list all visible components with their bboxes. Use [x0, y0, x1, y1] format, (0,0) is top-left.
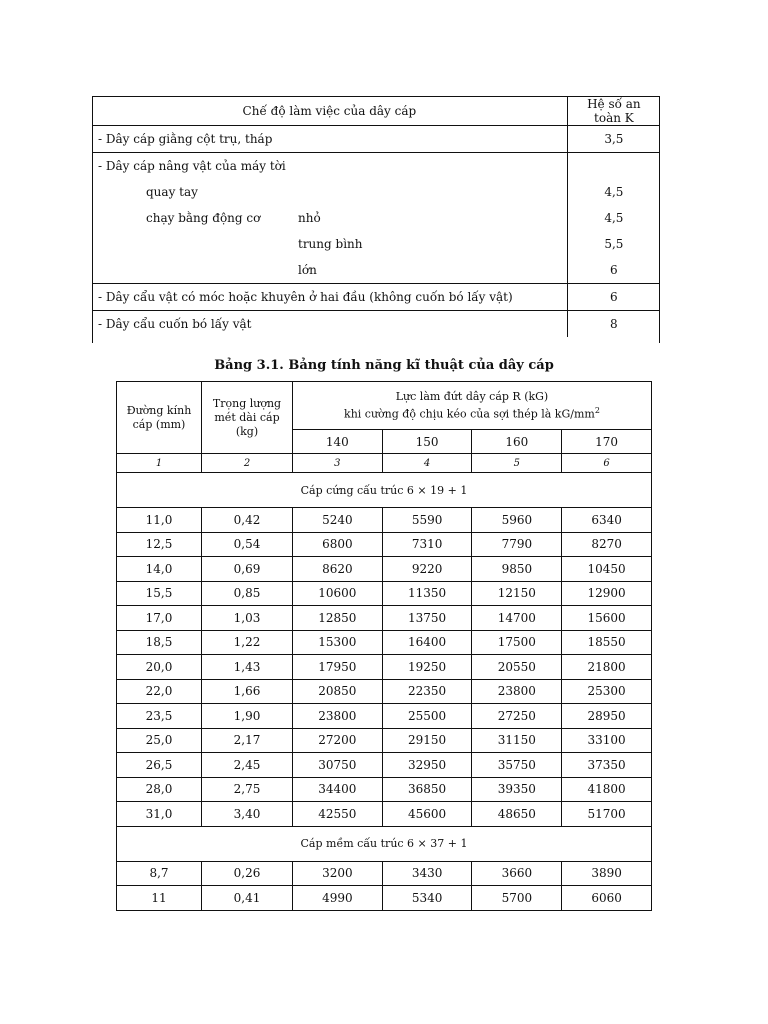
- t1-row-label: - Dây cẩu cuốn bó lấy vật: [92, 311, 567, 338]
- table-row: [92, 153, 660, 180]
- table-cell: 25,0: [117, 728, 202, 753]
- table-cell: 20550: [472, 655, 562, 680]
- table-cell: 34400: [293, 777, 383, 802]
- table-cell: 8620: [293, 557, 383, 582]
- table-cell: 18550: [562, 630, 652, 655]
- table-cell: 7790: [472, 532, 562, 557]
- table-cell: 27250: [472, 704, 562, 729]
- table-cell: 3890: [562, 861, 652, 886]
- table-cell: 10450: [562, 557, 652, 582]
- t1-row-value: 4,5: [604, 211, 624, 225]
- table-cell: 0,69: [202, 557, 293, 582]
- table-cell: 25300: [562, 679, 652, 704]
- table-cell: 9850: [472, 557, 562, 582]
- table-cell: 13750: [382, 606, 472, 631]
- table-cell: 51700: [562, 802, 652, 827]
- t1-row-label: trung bình: [92, 231, 567, 257]
- table-row: [117, 753, 652, 778]
- t1-row-value: 3,5: [567, 126, 660, 153]
- table-row: [117, 728, 652, 753]
- table-cell: 6060: [562, 886, 652, 911]
- t2-strength-150: 150: [382, 430, 472, 454]
- t1-row-value: 8: [567, 311, 660, 338]
- t2-group-row: [117, 473, 652, 508]
- t1-row-label: - Dây cáp nâng vật của máy tời: [92, 153, 567, 180]
- table-cell: 16400: [382, 630, 472, 655]
- t2-header-force-sup: 2: [594, 405, 600, 415]
- safety-factor-table: [92, 97, 660, 337]
- t1-row-value: 6: [567, 284, 660, 311]
- t2-index: 3: [293, 454, 383, 473]
- table-cell: 19250: [382, 655, 472, 680]
- table-cell: 20,0: [117, 655, 202, 680]
- t2-header-weight: Trọng lượng mét dài cáp (kg): [202, 382, 293, 454]
- t1-row-label: - Dây cẩu vật có móc hoặc khuyên ở hai đầu (không cuốn bó lấy vật): [92, 284, 567, 311]
- table-cell: 27200: [293, 728, 383, 753]
- t2-index: 4: [382, 454, 472, 473]
- t1-row-label: chạy bằng động cơ: [146, 211, 261, 225]
- table-cell: 26,5: [117, 753, 202, 778]
- t1-row-value: 6: [610, 263, 618, 277]
- table-cell: 5700: [472, 886, 562, 911]
- table-cell: 42550: [293, 802, 383, 827]
- table-cell: 35750: [472, 753, 562, 778]
- table-cell: 1,90: [202, 704, 293, 729]
- t1-row-value: [567, 153, 660, 180]
- table-cell: 20850: [293, 679, 383, 704]
- t1-row-value: 4,5: [604, 185, 624, 199]
- table-row: [117, 655, 652, 680]
- table-cell: 28,0: [117, 777, 202, 802]
- t2-index: 6: [562, 454, 652, 473]
- table-cell: 48650: [472, 802, 562, 827]
- table-cell: 3430: [382, 861, 472, 886]
- table-cell: 3,40: [202, 802, 293, 827]
- table-row: [117, 704, 652, 729]
- table-cell: 17500: [472, 630, 562, 655]
- table-cell: 1,43: [202, 655, 293, 680]
- table-row: [92, 231, 660, 257]
- t2-index: 5: [472, 454, 562, 473]
- table-cell: 1,03: [202, 606, 293, 631]
- cable-spec-table: [116, 381, 652, 911]
- table-cell: 5240: [293, 508, 383, 533]
- table-cell: 25500: [382, 704, 472, 729]
- table-cell: 17,0: [117, 606, 202, 631]
- table-row: [92, 257, 660, 284]
- table-cell: 3660: [472, 861, 562, 886]
- table-cell: 22350: [382, 679, 472, 704]
- table-cell: 23800: [293, 704, 383, 729]
- t2-header-diameter: Đường kính cáp (mm): [117, 382, 202, 454]
- table-cell: 14700: [472, 606, 562, 631]
- t1-row-label: - Dây cáp giằng cột trụ, tháp: [92, 126, 567, 153]
- table-cell: 12150: [472, 581, 562, 606]
- t1-header-factor: Hệ số an toàn K: [567, 97, 660, 126]
- t1-row-label-cell: [92, 205, 567, 231]
- table-cell: 11: [117, 886, 202, 911]
- table-cell: 15,5: [117, 581, 202, 606]
- table-cell: 10600: [293, 581, 383, 606]
- t2-strength-140: 140: [293, 430, 383, 454]
- table-cell: 21800: [562, 655, 652, 680]
- table-cell: 3200: [293, 861, 383, 886]
- table-row: [92, 179, 660, 205]
- table-row: [117, 532, 652, 557]
- table-cell: 0,42: [202, 508, 293, 533]
- table-cell: 33100: [562, 728, 652, 753]
- table-cell: 23800: [472, 679, 562, 704]
- table-cell: 2,45: [202, 753, 293, 778]
- table-cell: 0,54: [202, 532, 293, 557]
- t2-group-row: [117, 826, 652, 861]
- t1-row-value: 5,5: [604, 237, 624, 251]
- table-row: [117, 508, 652, 533]
- table-row: [92, 311, 660, 338]
- table-cell: 12,5: [117, 532, 202, 557]
- table-cell: 5590: [382, 508, 472, 533]
- t1-row-sublabel: nhỏ: [298, 211, 321, 225]
- table-cell: 31150: [472, 728, 562, 753]
- table-row: [117, 886, 652, 911]
- table-cell: 0,85: [202, 581, 293, 606]
- t2-group-title: Cáp mềm cấu trúc 6 × 37 + 1: [117, 826, 652, 861]
- table-cell: 14,0: [117, 557, 202, 582]
- table-cell: 29150: [382, 728, 472, 753]
- table-cell: 2,75: [202, 777, 293, 802]
- table-cell: 1,22: [202, 630, 293, 655]
- table-cell: 6800: [293, 532, 383, 557]
- table-cell: 4990: [293, 886, 383, 911]
- table-cell: 17950: [293, 655, 383, 680]
- t2-index-row: [117, 454, 652, 473]
- t2-strength-170: 170: [562, 430, 652, 454]
- t2-rows-group2: [117, 861, 652, 910]
- table-cell: 28950: [562, 704, 652, 729]
- table-cell: 18,5: [117, 630, 202, 655]
- t2-rows-group1: [117, 508, 652, 827]
- table-cell: 22,0: [117, 679, 202, 704]
- table-row: [92, 205, 660, 231]
- table-cell: 12850: [293, 606, 383, 631]
- table-cell: 11350: [382, 581, 472, 606]
- table-row: [117, 777, 652, 802]
- table-row: [117, 581, 652, 606]
- t1-row-label: quay tay: [92, 179, 567, 205]
- table-cell: 15600: [562, 606, 652, 631]
- table-cell: 7310: [382, 532, 472, 557]
- table-row: [117, 802, 652, 827]
- t2-strength-160: 160: [472, 430, 562, 454]
- table-cell: 12900: [562, 581, 652, 606]
- table-cell: 39350: [472, 777, 562, 802]
- table-cell: 6340: [562, 508, 652, 533]
- table-row: [92, 284, 660, 311]
- table-row: [92, 126, 660, 153]
- table-caption: Bảng 3.1. Bảng tính năng kĩ thuật của dây cáp: [214, 358, 554, 373]
- t1-row-label: lớn: [92, 257, 567, 284]
- table-cell: 32950: [382, 753, 472, 778]
- table-cell: 15300: [293, 630, 383, 655]
- t1-header-mode: Chế độ làm việc của dây cáp: [92, 97, 567, 126]
- table-row: [117, 630, 652, 655]
- table-row: [117, 606, 652, 631]
- table-cell: 5340: [382, 886, 472, 911]
- t2-header-force-line2: khi cường độ chịu kéo của sợi thép là kG/mm: [344, 407, 595, 421]
- t2-index: 2: [202, 454, 293, 473]
- table-cell: 9220: [382, 557, 472, 582]
- table-cell: 8270: [562, 532, 652, 557]
- table-cell: 1,66: [202, 679, 293, 704]
- table-cell: 2,17: [202, 728, 293, 753]
- table-cell: 36850: [382, 777, 472, 802]
- table-cell: 45600: [382, 802, 472, 827]
- table-row: [117, 557, 652, 582]
- t2-group-title: Cáp cứng cấu trúc 6 × 19 + 1: [117, 473, 652, 508]
- t2-index: 1: [117, 454, 202, 473]
- t2-header-force: [293, 382, 652, 430]
- table-cell: 0,26: [202, 861, 293, 886]
- table-row: [117, 861, 652, 886]
- table-cell: 41800: [562, 777, 652, 802]
- table-cell: 37350: [562, 753, 652, 778]
- table-cell: 31,0: [117, 802, 202, 827]
- table-cell: 30750: [293, 753, 383, 778]
- table-cell: 8,7: [117, 861, 202, 886]
- table-cell: 5960: [472, 508, 562, 533]
- t2-header-force-line1: Lực làm đứt dây cáp R (kG): [395, 389, 549, 403]
- table-cell: 23,5: [117, 704, 202, 729]
- table-cell: 11,0: [117, 508, 202, 533]
- table-cell: 0,41: [202, 886, 293, 911]
- table-row: [117, 679, 652, 704]
